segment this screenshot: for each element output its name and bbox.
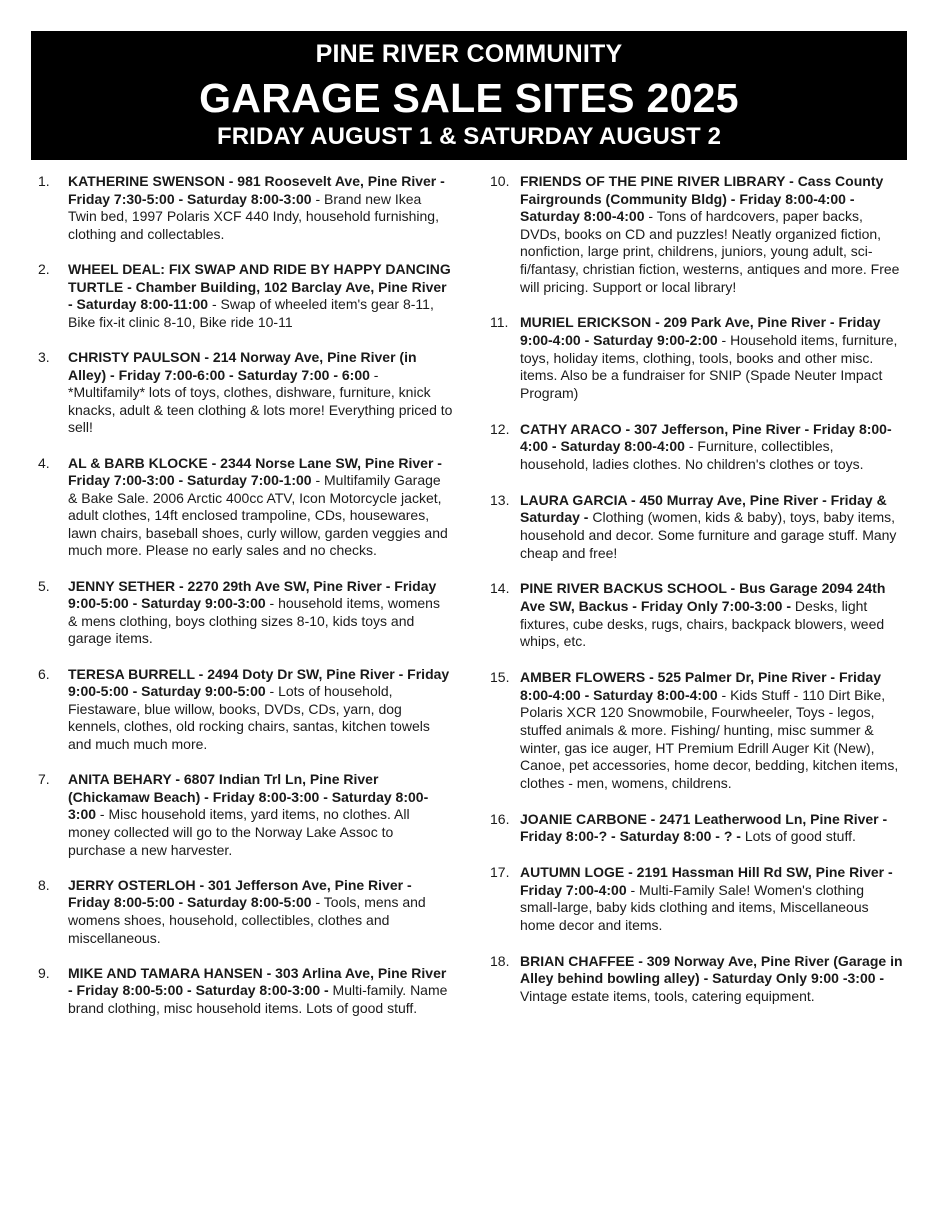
- list-item: [490, 314, 905, 402]
- list-item: [490, 173, 905, 296]
- item-description: - Household items, furniture, toys, holiday items, clothing, tools, books and other misc. items. Also be a fundraiser for SNIP (Spade Neuter Impact Program): [520, 332, 898, 401]
- item-description: Clothing (women, kids & baby), toys, baby items, household and decor. Some furniture and garage stuff. Many cheap and free!: [520, 509, 897, 561]
- item-heading: BRIAN CHAFFEE - 309 Norway Ave, Pine River (Garage in Alley behind bowling alley) - Saturday Only 9:00 -3:00 -: [520, 952, 903, 987]
- item-description: Multi-family. Name brand clothing, misc household items. Lots of good stuff.: [68, 982, 448, 1016]
- right-column: [490, 173, 905, 1024]
- item-number: 8.: [38, 876, 50, 893]
- list-item: [490, 669, 905, 792]
- list-item: [490, 580, 905, 650]
- item-description: - Furniture, collectibles, household, ladies clothes. No children's clothes or toys.: [520, 438, 864, 472]
- list-item: [38, 455, 453, 561]
- item-number: 6.: [38, 665, 50, 682]
- item-heading: ANITA BEHARY - 6807 Indian Trl Ln, Pine River (Chickamaw Beach) - Friday 8:00-3:00 - Saturday 8:00-3:00: [68, 771, 429, 823]
- list-item: [490, 864, 905, 934]
- item-heading: PINE RIVER BACKUS SCHOOL - Bus Garage 2094 24th Ave SW, Backus - Friday Only 7:00-3:00 -: [520, 580, 886, 615]
- item-description: - Misc household items, yard items, no clothes. All money collected will go to the Norway Lake Assoc to purchase a new harvester.: [68, 806, 410, 858]
- item-number: 9.: [38, 964, 50, 981]
- item-heading: FRIENDS OF THE PINE RIVER LIBRARY - Cass County Fairgrounds (Community Bldg) - Friday 8:00-4:00 - Saturday 8:00-4:00: [520, 173, 884, 225]
- banner-dates: FRIDAY AUGUST 1 & SATURDAY AUGUST 2: [216, 123, 722, 150]
- item-heading: AUTUMN LOGE - 2191 Hassman Hill Rd SW, Pine River - Friday 7:00-4:00: [520, 864, 893, 898]
- list-item: [38, 771, 453, 859]
- item-number: 1.: [38, 173, 50, 189]
- item-heading: CATHY ARACO - 307 Jefferson, Pine River - Friday 8:00-4:00 - Saturday 8:00-4:00: [520, 420, 892, 455]
- item-description: - Tools, mens and womens shoes, household, collectibles, clothes and miscellaneous.: [68, 894, 426, 946]
- item-description: - Lots of household, Fiestaware, blue willow, books, DVDs, CDs, yarn, dog kennels, clothes, old rocking chairs, santas, kitchen towels and much much more.: [68, 683, 430, 752]
- item-heading: WHEEL DEAL: FIX SWAP AND RIDE BY HAPPY DANCING TURTLE - Chamber Building, 102 Barclay Ave, Pine River - Saturday 8:00-11:00: [68, 260, 451, 313]
- item-number: 2.: [38, 260, 50, 277]
- item-number: 13.: [490, 491, 510, 508]
- item-heading: MIKE AND TAMARA HANSEN - 303 Arlina Ave, Pine River - Friday 8:00-5:00 - Saturday 8:00-3:00 -: [68, 964, 447, 999]
- item-number: 4.: [38, 454, 50, 471]
- item-heading: AMBER FLOWERS - 525 Palmer Dr, Pine River - Friday 8:00-4:00 - Saturday 8:00-4:00: [520, 669, 881, 703]
- item-number: 17.: [490, 864, 510, 881]
- item-heading: MURIEL ERICKSON - 209 Park Ave, Pine River - Friday 9:00-4:00 - Saturday 9:00-2:00: [520, 314, 881, 349]
- item-heading: JENNY SETHER - 2270 29th Ave SW, Pine River - Friday 9:00-5:00 - Saturday 9:00-3:00: [68, 577, 437, 612]
- item-description: - Brand new Ikea Twin bed, 1997 Polaris XCF 440 Indy, household furnishing, clothing and collectables.: [68, 190, 439, 242]
- list-item: [38, 349, 453, 437]
- item-number: 11.: [490, 314, 509, 331]
- list-item: [38, 173, 453, 243]
- item-heading: JOANIE CARBONE - 2471 Leatherwood Ln, Pine River - Friday 8:00-? - Saturday 8:00 - ? -: [520, 810, 888, 845]
- item-heading: JERRY OSTERLOH - 301 Jefferson Ave, Pine River - Friday 8:00-5:00 - Saturday 8:00-5:00: [68, 876, 412, 911]
- item-description: - Multifamily Garage & Bake Sale. 2006 Arctic 400cc ATV, Icon Motorcycle jacket, adult clothes, 14ft enclosed trampoline, CDs, housewares, lawn chairs, baseball shoes, curly willow, garden veggies and much more. Please no early sales and no checks.: [68, 472, 448, 559]
- list-item: [38, 578, 453, 648]
- item-description: - *Multifamily* lots of toys, clothes, dishware, furniture, knick knacks, adult & teen clothing & lots more! Everything priced to sell!: [68, 366, 453, 436]
- item-number: 3.: [38, 348, 50, 365]
- item-number: 5.: [38, 577, 50, 594]
- item-number: 10.: [490, 173, 510, 189]
- item-number: 12.: [490, 420, 510, 437]
- title-banner: [31, 31, 907, 160]
- item-number: 14.: [490, 580, 510, 597]
- banner-title-line1: PINE RIVER COMMUNITY: [315, 40, 623, 68]
- list-item: [490, 492, 905, 562]
- item-description: - Tons of hardcovers, paper backs, DVDs, books on CD and puzzles! Neatly organized fiction, nonfiction, large print, childrens, juniors, young adult, sci-fi/fantasy, christian fiction, westerns, antiques and more. Free will pricing. Support or local library!: [520, 208, 900, 295]
- item-heading: LAURA GARCIA - 450 Murray Ave, Pine River - Friday & Saturday -: [520, 491, 887, 526]
- item-description: - Multi-Family Sale! Women's clothing small-large, baby kids clothing and items, Miscellaneous home decor and items.: [520, 881, 869, 933]
- item-number: 18.: [490, 952, 510, 969]
- list-item: [38, 666, 453, 754]
- item-number: 15.: [490, 669, 510, 686]
- item-number: 16.: [490, 810, 510, 827]
- item-description: Vintage estate items, tools, catering equipment.: [520, 987, 815, 1004]
- left-column: [38, 173, 453, 1035]
- item-description: Lots of good stuff.: [740, 828, 856, 845]
- item-heading: TERESA BURRELL - 2494 Doty Dr SW, Pine River - Friday 9:00-5:00 - Saturday 9:00-5:00: [68, 665, 450, 700]
- item-heading: KATHERINE SWENSON - 981 Roosevelt Ave, Pine River - Friday 7:30-5:00 - Saturday 8:00-3:00: [68, 173, 445, 207]
- item-heading: AL & BARB KLOCKE - 2344 Norse Lane SW, Pine River - Friday 7:00-3:00 - Saturday 7:00-1:00: [68, 454, 442, 489]
- banner-title-main: GARAGE SALE SITES 2025: [199, 75, 739, 121]
- item-description: Desks, light fixtures, cube desks, rugs, chairs, backpack blowers, weed whips, etc.: [520, 598, 885, 650]
- list-item: [38, 261, 453, 331]
- item-description: - Kids Stuff - 110 Dirt Bike, Polaris XCR 120 Snowmobile, Fourwheeler, Toys - legos, stuffed animals & more. Fishing/ hunting, misc summer & winter, gas ice auger, HT Premium Edrill Auger Kit (New), Canoe, pet accessories, home decor, bedding, kitchen items, clothes - men, womens, childrens.: [520, 686, 899, 791]
- item-description: - Swap of wheeled item's gear 8-11, Bike fix-it clinic 8-10, Bike ride 10-11: [68, 296, 434, 330]
- item-number: 7.: [38, 771, 50, 788]
- list-item: [38, 877, 453, 947]
- list-item: [490, 811, 905, 846]
- item-heading: CHRISTY PAULSON - 214 Norway Ave, Pine River (in Alley) - Friday 7:00-6:00 - Saturday 7:00 - 6:00: [68, 348, 417, 383]
- list-item: [38, 965, 453, 1018]
- item-description: - household items, womens & mens clothing, boys clothing sizes 8-10, kids toys and garage items.: [68, 595, 440, 647]
- list-item: [490, 953, 905, 1006]
- list-item: [490, 421, 905, 474]
